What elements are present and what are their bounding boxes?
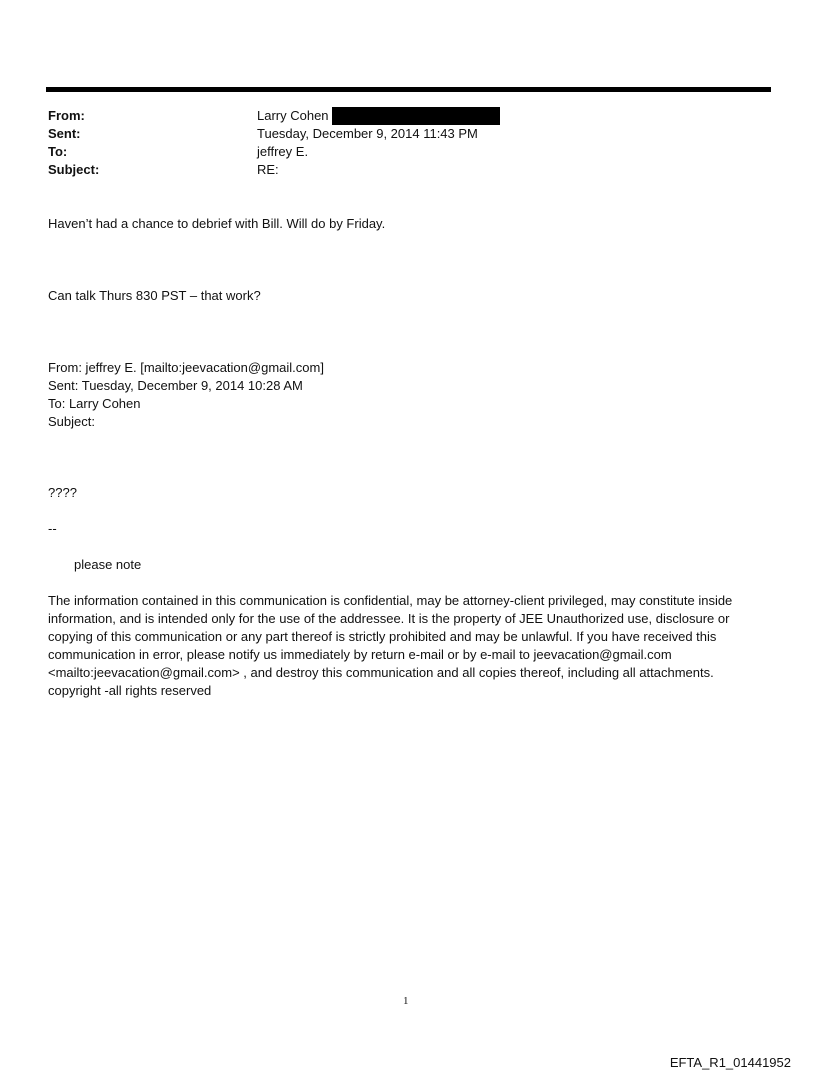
- sent-value: Tuesday, December 9, 2014 11:43 PM: [257, 126, 478, 141]
- signature-separator: --: [48, 521, 57, 536]
- redaction-box: [332, 107, 500, 125]
- page-number: 1: [403, 995, 409, 1007]
- to-value: jeffrey E.: [257, 144, 309, 159]
- document-id: EFTA_R1_01441952: [669, 1055, 791, 1070]
- header-rule: [46, 87, 771, 92]
- from-value: [257, 107, 500, 125]
- subject-value: RE:: [257, 162, 279, 177]
- quoted-message: ????: [48, 485, 77, 500]
- quoted-from: From: jeffrey E. [mailto:jeevacation@gmail.com]: [48, 360, 324, 375]
- body-line-2: Can talk Thurs 830 PST – that work?: [48, 288, 261, 303]
- quoted-sent: Sent: Tuesday, December 9, 2014 10:28 AM: [48, 378, 303, 393]
- confidentiality-disclaimer: The information contained in this communication is confidential, may be attorney-client privileged, may constitute inside information, and is intended only for the use of the addressee. It is the property of JEE Unauthorized use, disclosure or copying of this communication or any part thereof is strictly prohibited and may be unlawful. If you have received this communication in error, please notify us immediately by return e-mail or by e-mail to jeevacation@gmail.com <mailto:jeevacation@gmail.com> , and destroy this communication and all copies thereof, including all attachments. copyright -all rights reserved: [48, 593, 733, 698]
- from-label: From:: [48, 108, 85, 123]
- sender-name: Larry Cohen: [257, 108, 329, 123]
- quoted-header: [48, 359, 324, 431]
- sent-label: Sent:: [48, 126, 81, 141]
- to-label: To:: [48, 144, 68, 159]
- note-line: please note: [74, 557, 142, 572]
- subject-label: Subject:: [48, 162, 100, 177]
- quoted-to: To: Larry Cohen: [48, 396, 141, 411]
- quoted-subject: Subject:: [48, 414, 95, 429]
- body-line-1: Haven’t had a chance to debrief with Bill. Will do by Friday.: [48, 216, 386, 231]
